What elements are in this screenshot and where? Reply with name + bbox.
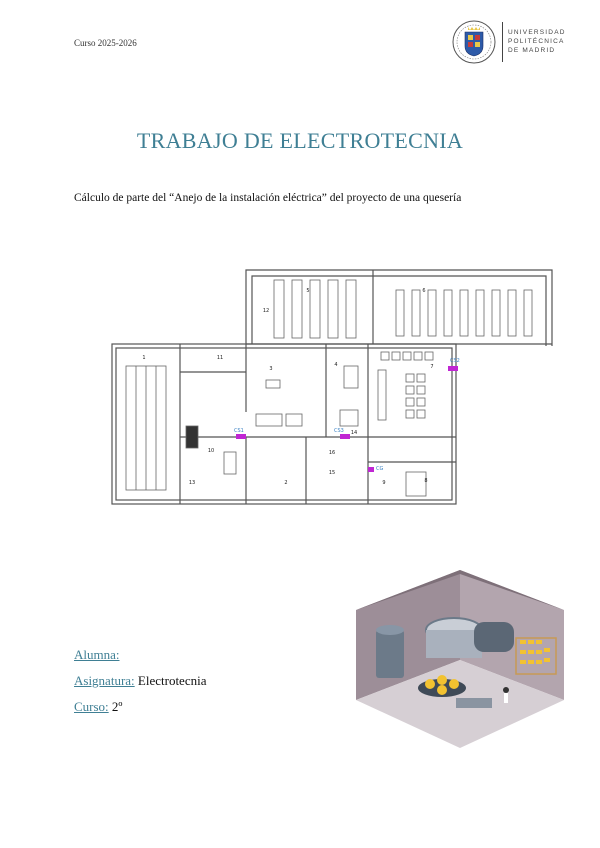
room-number: 15 [328, 470, 336, 476]
panel-label: CS3 [334, 428, 344, 434]
room-number: 3 [269, 366, 273, 372]
panel-cs2-marker [448, 366, 458, 371]
room-number: 10 [207, 448, 215, 454]
room-number: 9 [382, 480, 386, 486]
room-number: 6 [422, 288, 426, 294]
room-number: 13 [188, 480, 196, 486]
subject-label: Asignatura: [74, 673, 135, 688]
university-name-line: DE MADRID [508, 47, 556, 54]
document-subtitle: Cálculo de parte del “Anejo de la instalación eléctrica” del proyecto de una quesería [74, 192, 462, 204]
panel-label: CG [376, 466, 384, 472]
room-number: 4 [334, 362, 338, 368]
course-label: Curso: [74, 699, 109, 714]
info-row-subject [74, 668, 206, 694]
room-number: 7 [430, 364, 434, 370]
room-number: 14 [350, 430, 358, 436]
info-row-student [74, 642, 206, 668]
panel-cs3-marker [340, 434, 350, 439]
university-name-line: POLITÉCNICA [508, 38, 565, 45]
room-number: 8 [424, 478, 428, 484]
room-number: 11 [216, 355, 224, 361]
subject-value: Electrotecnia [137, 673, 207, 688]
student-info [74, 642, 206, 720]
course-year: Curso 2025-2026 [74, 38, 137, 48]
student-label: Alumna: [74, 647, 120, 662]
room-number: 1 [142, 355, 146, 361]
room-number: 16 [328, 450, 336, 456]
room-number: 12 [262, 308, 270, 314]
panel-cg-marker [368, 467, 374, 472]
room-number: 5 [306, 288, 310, 294]
info-row-course [74, 694, 206, 720]
panel-label: CS1 [234, 428, 244, 434]
document-title: TRABAJO DE ELECTROTECNIA [136, 128, 464, 153]
upm-seal-icon [452, 20, 496, 64]
panel-label: CS2 [450, 358, 460, 364]
university-name-line: UNIVERSIDAD [508, 29, 566, 36]
floor-plan-diagram [96, 262, 562, 534]
university-logo [452, 20, 566, 64]
room-number: 2 [284, 480, 288, 486]
cheese-factory-illustration-icon [356, 570, 564, 748]
course-value: 2º [111, 699, 123, 714]
university-name [508, 28, 566, 55]
panel-cs1-marker [236, 434, 246, 439]
logo-divider [502, 22, 503, 62]
